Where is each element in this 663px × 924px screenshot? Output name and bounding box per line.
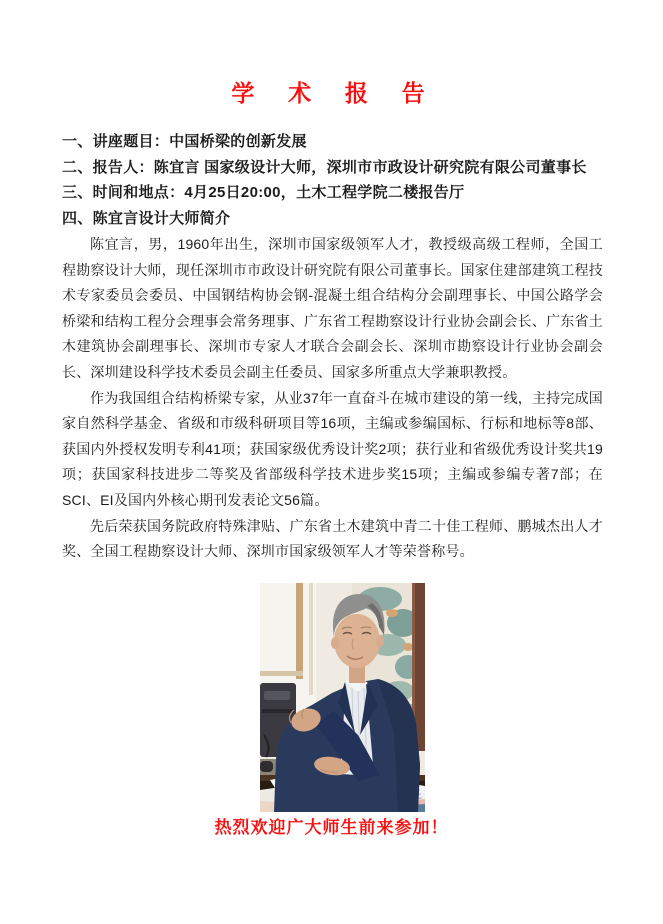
agenda-item-speaker: 二、报告人：陈宜言 国家级设计大师，深圳市市政设计研究院有限公司董事长 <box>62 158 587 176</box>
agenda-item-time-place: 三、时间和地点：4月25日20:00，土木工程学院二楼报告厅 <box>62 184 465 202</box>
bio-paragraph-2: 作为我国组合结构桥梁专家，从业37年一直奋斗在城市建设的第一线，主持完成国家自然科学基金、省级和市级科研项目等16项，主编或参编国标、行标和地标等8部、获国内外授权发明专利41项；获国家级优秀设计奖2项；获行业和省级优秀设计奖共19项；获国家科技进步二等奖及省部级科学技术进步奖15项；主编或参编专著7部；在SCI、EI及国内外核心期刊发表论文56篇。 <box>62 389 603 508</box>
agenda-item-bio-heading: 四、陈宜言设计大师简介 <box>62 209 231 227</box>
speaker-photo <box>260 583 425 812</box>
bio-paragraph-1: 陈宜言，男，1960年出生，深圳市国家级领军人才，教授级高级工程师，全国工程勘察设计大师，现任深圳市市政设计研究院有限公司董事长。国家住建部建筑工程技术专家委员会委员、中国钢结构协会钢-混凝土组合结构分会副理事长、中国公路学会桥梁和结构工程分会理事会常务理事、广东省工程勘察设计行业协会副会长、广东省土木建筑协会副理事长、深圳市专家人才联合会副会长、深圳市勘察设计行业协会副会长、深圳建设科学技术委员会副主任委员、国家多所重点大学兼职教授。 <box>62 236 603 380</box>
bio-paragraph-3: 先后荣获国务院政府特殊津贴、广东省土木建筑中青二十佳工程师、鹏城杰出人才奖、全国工程勘察设计大师、深圳市国家级领军人才等荣誉称号。 <box>62 517 603 560</box>
biography-section <box>62 232 603 565</box>
closing-invitation: 热烈欢迎广大师生前来参加！ <box>214 818 449 837</box>
agenda-list <box>62 129 603 231</box>
agenda-item-topic: 一、讲座题目：中国桥梁的创新发展 <box>62 133 307 150</box>
page-title: 学 术 报 告 <box>231 80 432 106</box>
